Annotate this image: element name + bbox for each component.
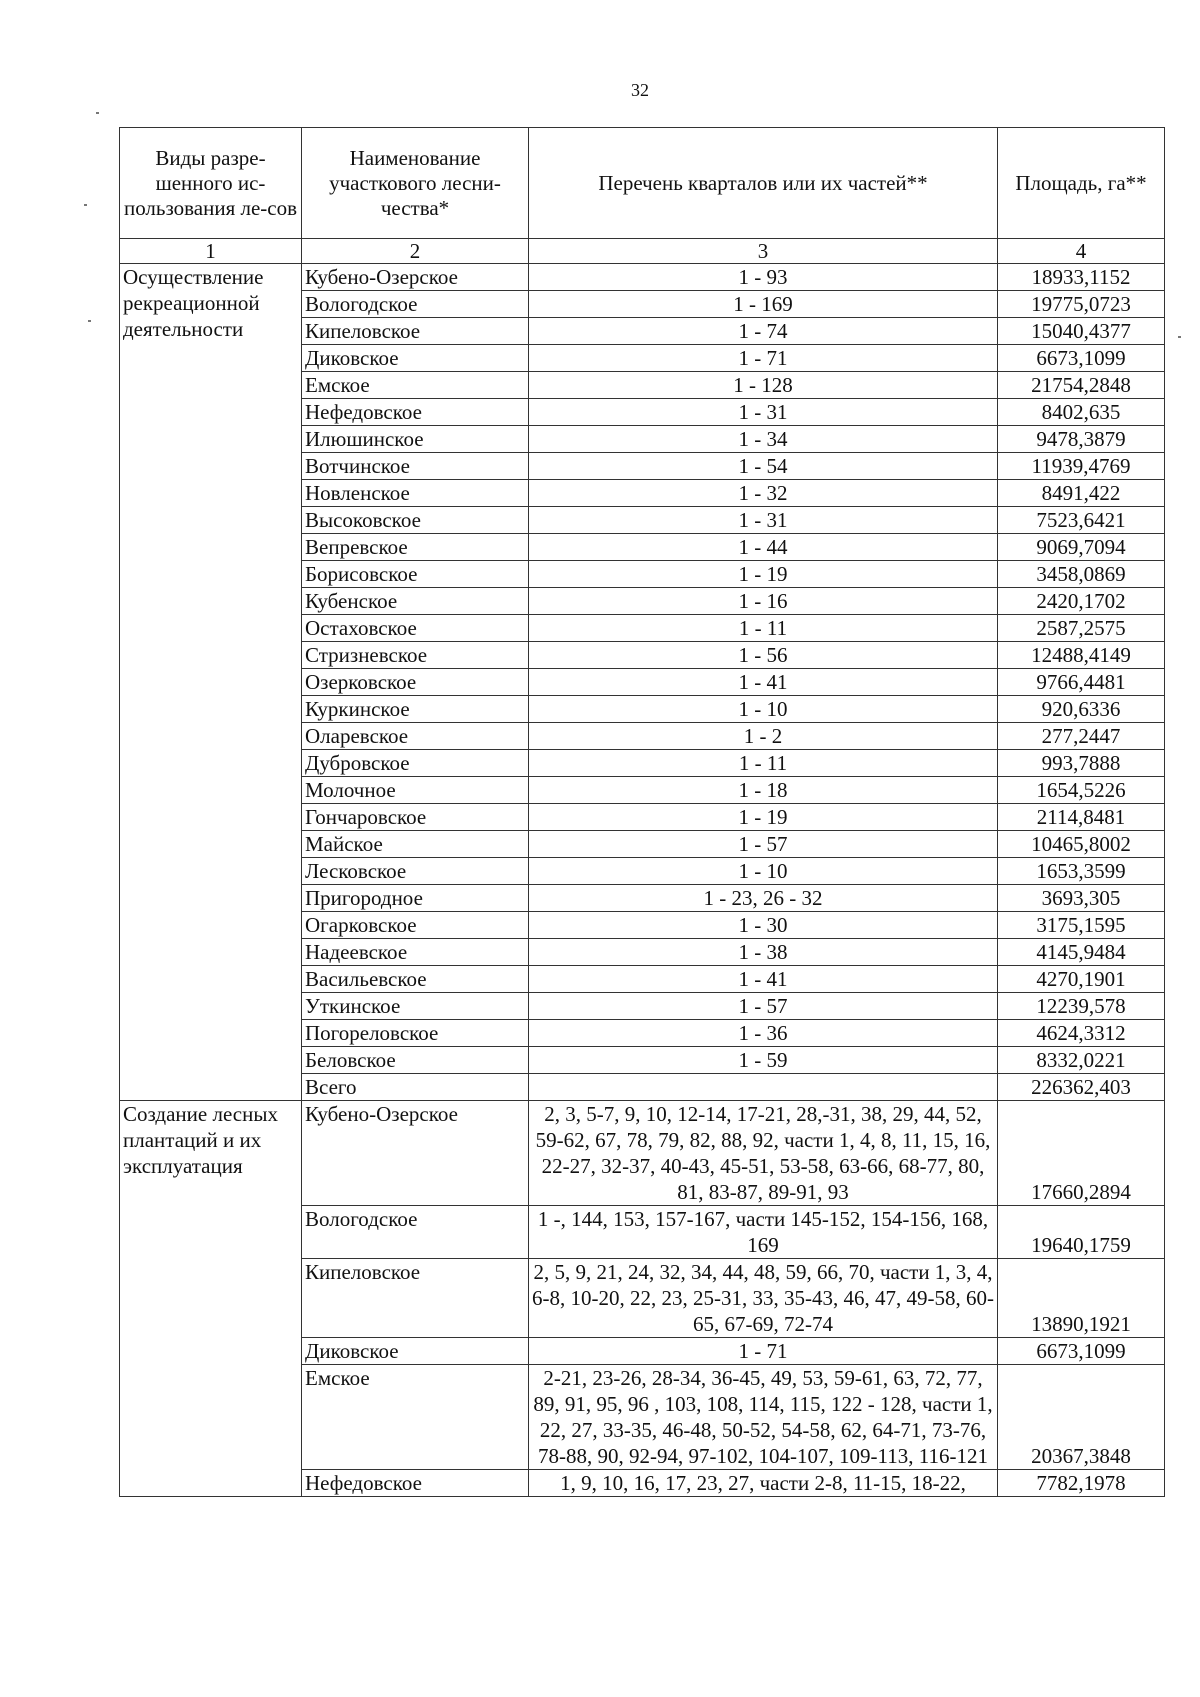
quarters-cell: 2, 5, 9, 21, 24, 32, 34, 44, 48, 59, 66, 70, части 1, 3, 4, 6-8, 10-20, 22, 23, 25-31, 33, 35-43, 46, 47, 49-58, 60-65, 67-69, 72-74: [529, 1259, 998, 1338]
quarters-cell: 1 - 10: [529, 858, 998, 885]
quarters-cell: 1 - 11: [529, 750, 998, 777]
forestry-name-cell: Новленское: [302, 480, 529, 507]
area-cell: 6673,1099: [998, 345, 1165, 372]
area-cell: 4145,9484: [998, 939, 1165, 966]
forestry-name-cell: Илюшинское: [302, 426, 529, 453]
area-cell: 226362,403: [998, 1074, 1165, 1101]
table-row: [120, 1101, 1165, 1206]
quarters-cell: 1 - 38: [529, 939, 998, 966]
area-cell: 7523,6421: [998, 507, 1165, 534]
use-kind-cell: Осуществление рекреационной деятельности: [120, 264, 302, 1101]
forestry-name-cell: Погореловское: [302, 1020, 529, 1047]
area-cell: 4624,3312: [998, 1020, 1165, 1047]
quarters-cell: 1 - 30: [529, 912, 998, 939]
quarters-cell: 1 - 44: [529, 534, 998, 561]
area-cell: 920,6336: [998, 696, 1165, 723]
quarters-cell: 1 - 31: [529, 399, 998, 426]
area-cell: 17660,2894: [998, 1101, 1165, 1206]
forestry-name-cell: Вотчинское: [302, 453, 529, 480]
forestry-name-cell: Емское: [302, 372, 529, 399]
forestry-name-cell: Огарковское: [302, 912, 529, 939]
forestry-name-cell: Всего: [302, 1074, 529, 1101]
area-cell: 9766,4481: [998, 669, 1165, 696]
header-use-kind: Виды разре-шенного ис-пользования ле-сов: [120, 128, 302, 239]
forestry-name-cell: Емское: [302, 1365, 529, 1470]
quarters-cell: 1 -, 144, 153, 157-167, части 145-152, 154-156, 168, 169: [529, 1206, 998, 1259]
forestry-name-cell: Кубено-Озерское: [302, 1101, 529, 1206]
area-cell: 10465,8002: [998, 831, 1165, 858]
scan-speck: [84, 204, 87, 206]
area-cell: 3175,1595: [998, 912, 1165, 939]
area-cell: 19640,1759: [998, 1206, 1165, 1259]
scan-speck: [88, 320, 91, 322]
quarters-cell: 1 - 18: [529, 777, 998, 804]
area-cell: 8491,422: [998, 480, 1165, 507]
forestry-name-cell: Майское: [302, 831, 529, 858]
quarters-cell: 1, 9, 10, 16, 17, 23, 27, части 2-8, 11-15, 18-22,: [529, 1470, 998, 1497]
quarters-cell: 1 - 57: [529, 831, 998, 858]
forestry-name-cell: Кубенское: [302, 588, 529, 615]
area-cell: 18933,1152: [998, 264, 1165, 291]
area-cell: 2420,1702: [998, 588, 1165, 615]
quarters-cell: 1 - 11: [529, 615, 998, 642]
header-area: Площадь, га**: [998, 128, 1165, 239]
area-cell: 993,7888: [998, 750, 1165, 777]
forestry-name-cell: Лесковское: [302, 858, 529, 885]
column-number: 4: [998, 239, 1165, 264]
quarters-cell: 1 - 36: [529, 1020, 998, 1047]
area-cell: 7782,1978: [998, 1470, 1165, 1497]
area-cell: 13890,1921: [998, 1259, 1165, 1338]
forestry-name-cell: Борисовское: [302, 561, 529, 588]
quarters-cell: 1 - 71: [529, 1338, 998, 1365]
forest-use-table: [119, 127, 1165, 1497]
forestry-name-cell: Диковское: [302, 1338, 529, 1365]
quarters-cell: 1 - 41: [529, 966, 998, 993]
forestry-name-cell: Оларевское: [302, 723, 529, 750]
forestry-name-cell: Кипеловское: [302, 318, 529, 345]
forestry-name-cell: Уткинское: [302, 993, 529, 1020]
quarters-cell: 1 - 71: [529, 345, 998, 372]
quarters-cell: 1 - 19: [529, 561, 998, 588]
table-row: [120, 264, 1165, 291]
quarters-cell: 1 - 93: [529, 264, 998, 291]
quarters-cell: 1 - 54: [529, 453, 998, 480]
page-number: 32: [631, 80, 649, 100]
forestry-name-cell: Надеевское: [302, 939, 529, 966]
forestry-name-cell: Вологодское: [302, 1206, 529, 1259]
forestry-name-cell: Гончаровское: [302, 804, 529, 831]
quarters-cell: 1 - 16: [529, 588, 998, 615]
area-cell: 2587,2575: [998, 615, 1165, 642]
use-kind-cell: Создание лесных плантаций и их эксплуатация: [120, 1101, 302, 1497]
forestry-name-cell: Нефедовское: [302, 1470, 529, 1497]
table-header-row: [120, 128, 1165, 239]
forestry-name-cell: Вепревское: [302, 534, 529, 561]
area-cell: 1653,3599: [998, 858, 1165, 885]
forestry-name-cell: Пригородное: [302, 885, 529, 912]
forestry-name-cell: Остаховское: [302, 615, 529, 642]
area-cell: 12239,578: [998, 993, 1165, 1020]
area-cell: 1654,5226: [998, 777, 1165, 804]
forestry-name-cell: Озерковское: [302, 669, 529, 696]
area-cell: 6673,1099: [998, 1338, 1165, 1365]
quarters-cell: 2-21, 23-26, 28-34, 36-45, 49, 53, 59-61, 63, 72, 77, 89, 91, 95, 96 , 103, 108, 114, 115, 122 - 128, части 1, 22, 27, 33-35, 46-48, 50-52, 54-58, 62, 64-71, 73-76, 78-88, 90, 92-94, 97-102, 104-107, 109-113, 116-121: [529, 1365, 998, 1470]
area-cell: 4270,1901: [998, 966, 1165, 993]
scan-speck: [1178, 336, 1181, 338]
quarters-cell: 1 - 74: [529, 318, 998, 345]
column-number: 2: [302, 239, 529, 264]
column-number-row: [120, 239, 1165, 264]
area-cell: 11939,4769: [998, 453, 1165, 480]
scan-speck: [96, 112, 99, 114]
quarters-cell: 1 - 59: [529, 1047, 998, 1074]
area-cell: 9478,3879: [998, 426, 1165, 453]
quarters-cell: [529, 1074, 998, 1101]
quarters-cell: 1 - 19: [529, 804, 998, 831]
quarters-cell: 1 - 56: [529, 642, 998, 669]
area-cell: 21754,2848: [998, 372, 1165, 399]
forestry-name-cell: Васильевское: [302, 966, 529, 993]
quarters-cell: 1 - 169: [529, 291, 998, 318]
forestry-name-cell: Стризневское: [302, 642, 529, 669]
area-cell: 12488,4149: [998, 642, 1165, 669]
table-body: [120, 264, 1165, 1497]
area-cell: 8332,0221: [998, 1047, 1165, 1074]
quarters-cell: 1 - 10: [529, 696, 998, 723]
quarters-cell: 1 - 23, 26 - 32: [529, 885, 998, 912]
forestry-name-cell: Высоковское: [302, 507, 529, 534]
quarters-cell: 1 - 32: [529, 480, 998, 507]
forestry-name-cell: Молочное: [302, 777, 529, 804]
column-number: 3: [529, 239, 998, 264]
forestry-name-cell: Дубровское: [302, 750, 529, 777]
quarters-cell: 1 - 2: [529, 723, 998, 750]
quarters-cell: 1 - 34: [529, 426, 998, 453]
forestry-name-cell: Беловское: [302, 1047, 529, 1074]
area-cell: 3458,0869: [998, 561, 1165, 588]
area-cell: 20367,3848: [998, 1365, 1165, 1470]
area-cell: 3693,305: [998, 885, 1165, 912]
area-cell: 277,2447: [998, 723, 1165, 750]
forestry-name-cell: Вологодское: [302, 291, 529, 318]
area-cell: 2114,8481: [998, 804, 1165, 831]
forestry-name-cell: Нефедовское: [302, 399, 529, 426]
area-cell: 19775,0723: [998, 291, 1165, 318]
area-cell: 9069,7094: [998, 534, 1165, 561]
area-cell: 15040,4377: [998, 318, 1165, 345]
forestry-name-cell: Диковское: [302, 345, 529, 372]
quarters-cell: 1 - 31: [529, 507, 998, 534]
column-number: 1: [120, 239, 302, 264]
area-cell: 8402,635: [998, 399, 1165, 426]
header-forestry-name: Наименование участкового лесни-чества*: [302, 128, 529, 239]
header-quarters: Перечень кварталов или их частей**: [529, 128, 998, 239]
quarters-cell: 2, 3, 5-7, 9, 10, 12-14, 17-21, 28,-31, 38, 29, 44, 52, 59-62, 67, 78, 79, 82, 88, 92, части 1, 4, 8, 11, 15, 16, 22-27, 32-37, 40-43, 45-51, 53-58, 63-66, 68-77, 80, 81, 83-87, 89-91, 93: [529, 1101, 998, 1206]
forestry-name-cell: Кубено-Озерское: [302, 264, 529, 291]
forestry-name-cell: Куркинское: [302, 696, 529, 723]
quarters-cell: 1 - 57: [529, 993, 998, 1020]
quarters-cell: 1 - 128: [529, 372, 998, 399]
quarters-cell: 1 - 41: [529, 669, 998, 696]
forestry-name-cell: Кипеловское: [302, 1259, 529, 1338]
